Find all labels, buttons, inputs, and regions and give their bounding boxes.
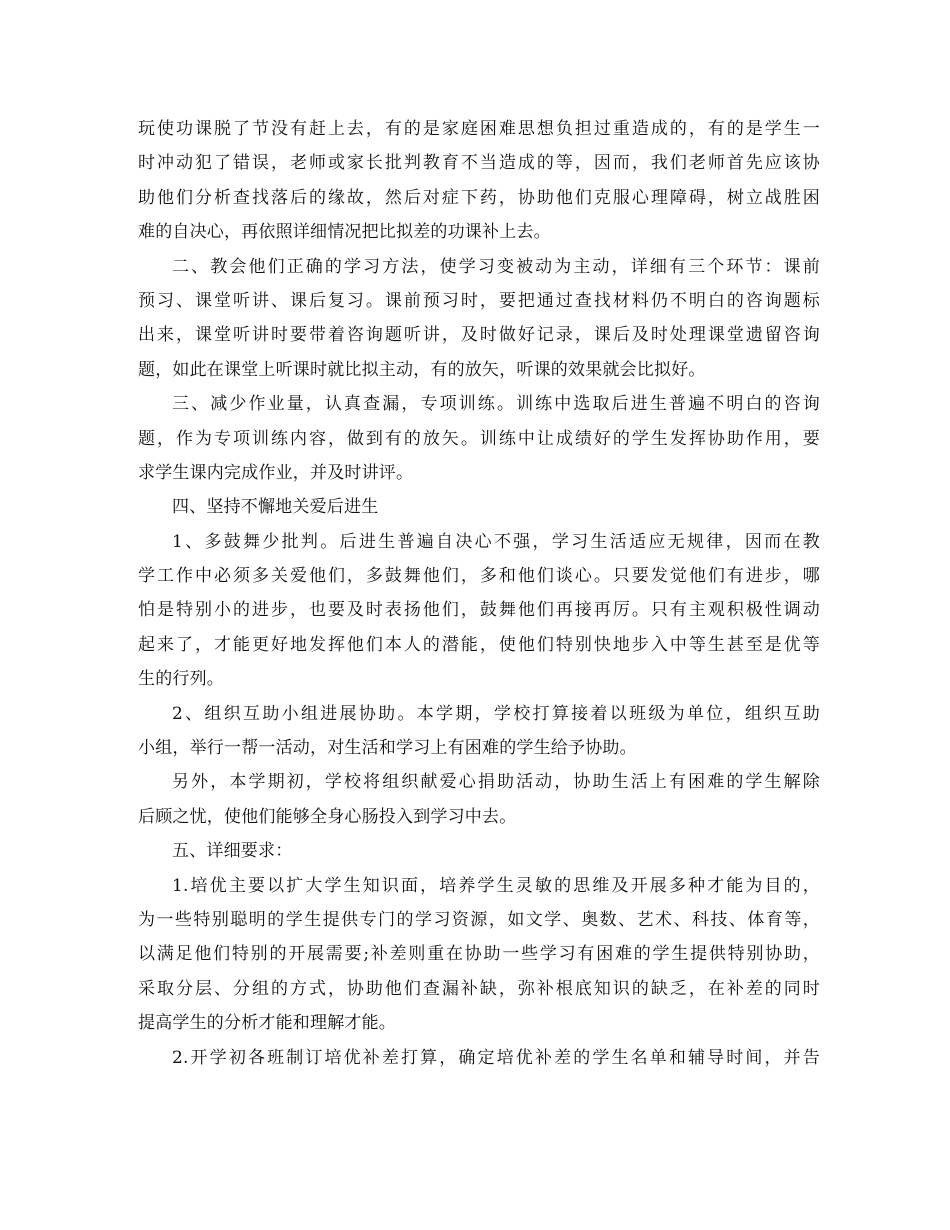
text-line: 三、减少作业量，认真查漏，专项训练。训练中选取后进生普遍不明白的咨询 xyxy=(172,394,820,415)
text-line: 另外，本学期初，学校将组织献爱心捐助活动，协助生活上有困难的学生解除 xyxy=(172,772,820,793)
text-line: 为一些特别聪明的学生提供专门的学习资源，如文学、奥数、艺术、科技、体育等， xyxy=(138,909,820,930)
text-line: 以满足他们特别的开展需要;补差则重在协助一些学习有困难的学生提供特别协助， xyxy=(138,944,820,965)
text-line: 求学生课内完成作业，并及时讲评。 xyxy=(138,462,414,483)
text-line: 提高学生的分析才能和理解才能。 xyxy=(138,1013,396,1034)
text-line: 预习、课堂听讲、课后复习。课前预习时，要把通过查找材料仍不明白的咨询题标 xyxy=(138,290,820,311)
text-line: 2.开学初各班制订培优补差打算，确定培优补差的学生名单和辅导时间，并告 xyxy=(172,1047,820,1068)
text-line: 出来，课堂听讲时要带着咨询题听讲，及时做好记录，课后及时处理课堂遗留咨询 xyxy=(138,325,820,346)
text-line: 后顾之忧，使他们能够全身心肠投入到学习中去。 xyxy=(138,806,517,827)
text-line: 助他们分析查找落后的缘故，然后对症下药，协助他们克服心理障碍，树立战胜困 xyxy=(138,187,820,208)
text-line: 玩使功课脱了节没有赶上去，有的是家庭困难思想负担过重造成的，有的是学生一 xyxy=(138,119,820,139)
text-line: 四、坚持不懈地关爱后进生 xyxy=(172,497,379,518)
document-body xyxy=(138,112,820,1075)
text-line: 时冲动犯了错误，老师或家长批判教育不当造成的等，因而，我们老师首先应该协 xyxy=(138,153,820,174)
text-line: 怕是特别小的进步，也要及时表扬他们，鼓舞他们再接再厉。只有主观积极性调动 xyxy=(138,600,820,621)
text-line: 小组，举行一帮一活动，对生活和学习上有困难的学生给予协助。 xyxy=(138,738,637,759)
text-line: 难的自决心，再依照详细情况把比拟差的功课补上去。 xyxy=(138,222,551,243)
text-line: 1、多鼓舞少批判。后进生普遍自决心不强，学习生活适应无规律，因而在教 xyxy=(172,531,820,552)
text-line: 学工作中必须多关爱他们，多鼓舞他们，多和他们谈心。只要发觉他们有进步，哪 xyxy=(138,566,820,587)
text-line: 起来了，才能更好地发挥他们本人的潜能，使他们特别快地步入中等生甚至是优等 xyxy=(138,634,820,655)
text-line: 采取分层、分组的方式，协助他们查漏补缺，弥补根底知识的缺乏，在补差的同时 xyxy=(138,978,820,999)
text-line: 题，作为专项训练内容，做到有的放矢。训练中让成绩好的学生发挥协助作用，要 xyxy=(138,428,820,449)
text-line: 2、组织互助小组进展协助。本学期，学校打算接着以班级为单位，组织互助 xyxy=(172,703,820,724)
text-line: 题，如此在课堂上听课时就比拟主动，有的放矢，听课的效果就会比拟好。 xyxy=(138,359,706,380)
text-line: 五、详细要求： xyxy=(172,841,293,862)
text-line: 生的行列。 xyxy=(138,669,224,690)
text-line: 1.培优主要以扩大学生知识面，培养学生灵敏的思维及开展多种才能为目的， xyxy=(172,875,820,896)
text-line: 二、教会他们正确的学习方法，使学习变被动为主动，详细有三个环节：课前 xyxy=(172,256,820,277)
